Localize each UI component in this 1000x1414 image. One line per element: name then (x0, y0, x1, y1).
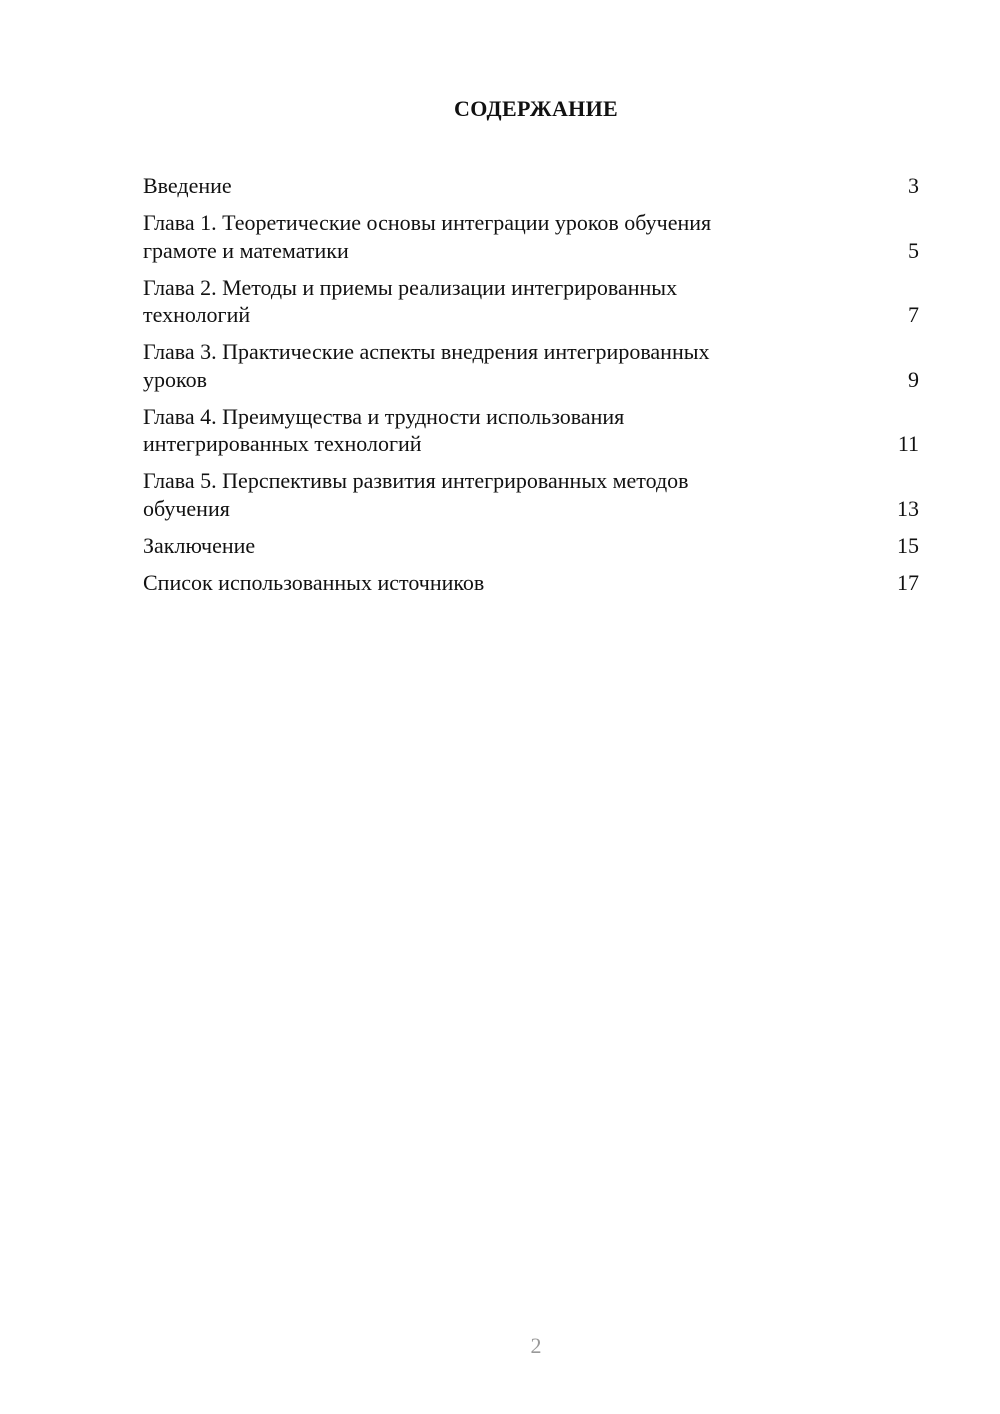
toc-entry-line: Список использованных источников (143, 569, 485, 595)
toc-entry-line: грамоте и математики (143, 237, 349, 263)
toc-entry-page-number: 7 (908, 302, 919, 327)
toc-entry-line: интегрированных технологий (143, 431, 422, 456)
toc-entry-title (143, 274, 677, 329)
toc-entry (143, 338, 919, 393)
table-of-contents (143, 172, 919, 606)
toc-entry-line: уроков (143, 366, 207, 392)
toc-entry (143, 209, 919, 264)
page-number: 2 (530, 1333, 542, 1358)
toc-entry-title (143, 569, 484, 597)
toc-entry-title (143, 172, 232, 200)
toc-entry-title (143, 403, 624, 458)
toc-entry-title (143, 209, 711, 264)
toc-entry (143, 172, 919, 200)
toc-entry-page-number: 13 (897, 495, 919, 521)
toc-entry-page-number: 17 (897, 569, 919, 595)
toc-entry-title (143, 532, 255, 560)
toc-entry-line: Глава 3. Практические аспекты внедрения интегрированных (143, 339, 710, 364)
toc-entry-page-number: 15 (897, 532, 919, 558)
toc-entry (143, 569, 919, 597)
toc-entry-line: Глава 1. Теоретические основы интеграции уроков обучения (143, 210, 712, 235)
toc-entry-line: обучения (143, 495, 230, 521)
toc-entry-title (143, 338, 710, 393)
toc-entry (143, 532, 919, 560)
toc-entry-page-number: 3 (908, 173, 919, 198)
toc-entry-page-number: 11 (897, 431, 919, 456)
page-title: СОДЕРЖАНИЕ (454, 96, 618, 121)
toc-entry-title (143, 467, 689, 522)
toc-entry (143, 403, 919, 458)
toc-entry-line: Глава 4. Преимущества и трудности использования (143, 403, 625, 429)
toc-entry-line: Введение (143, 173, 232, 198)
toc-entry-line: Глава 5. Перспективы развития интегрированных методов (143, 468, 689, 493)
toc-entry (143, 467, 919, 522)
toc-entry-page-number: 5 (908, 237, 919, 263)
toc-entry-line: технологий (143, 302, 251, 327)
toc-entry (143, 274, 919, 329)
toc-entry-line: Заключение (143, 532, 256, 558)
toc-entry-page-number: 9 (908, 366, 919, 392)
toc-entry-line: Глава 2. Методы и приемы реализации интегрированных (143, 274, 678, 300)
